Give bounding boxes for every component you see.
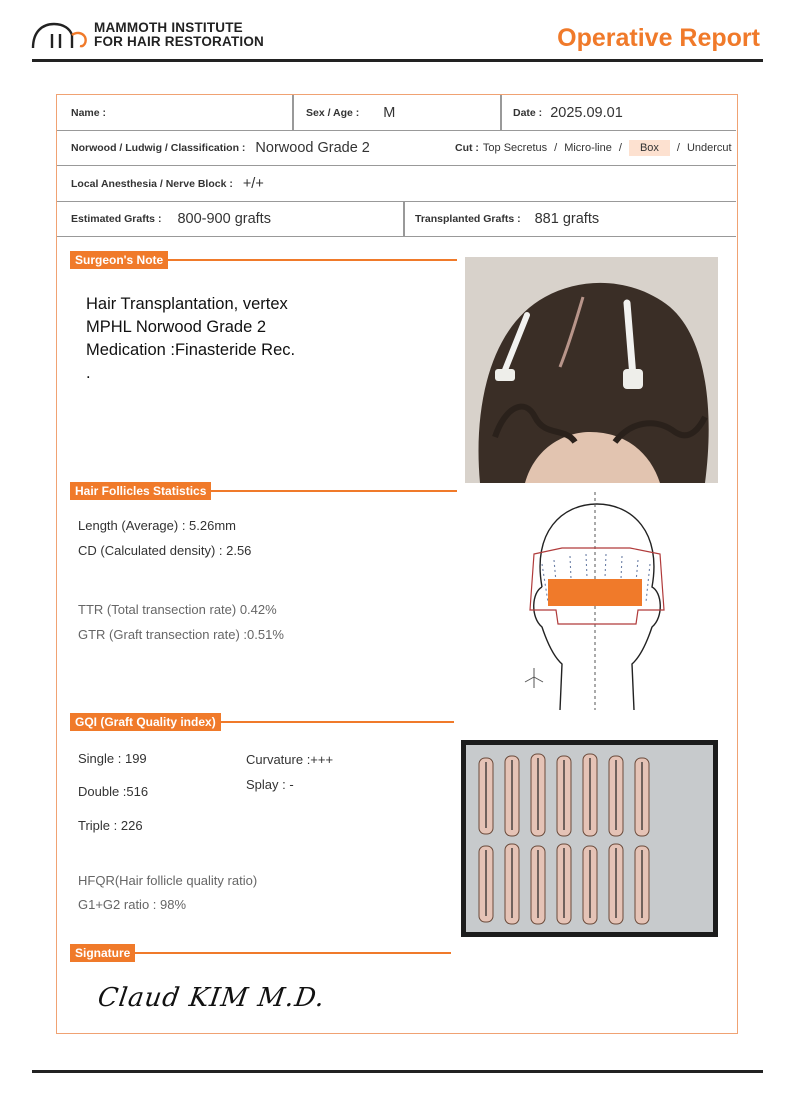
sex-age-field xyxy=(306,95,395,130)
cut-option-top-secretus: Top Secretus xyxy=(482,142,548,154)
header-divider xyxy=(32,59,763,62)
surgeons-note-heading xyxy=(70,251,457,269)
report-title: Operative Report xyxy=(557,24,760,52)
date-field xyxy=(513,95,623,130)
cut-option-micro-line: Micro-line xyxy=(564,142,612,154)
org-name-line1: MAMMOTH INSTITUTE xyxy=(94,20,243,35)
grafts-photo xyxy=(461,740,718,937)
sex-age-label: Sex / Age : xyxy=(306,106,360,119)
calculated-density: CD (Calculated density) : 2.56 xyxy=(78,543,252,558)
surgeons-note-body xyxy=(86,293,295,385)
total-transection-rate: TTR (Total transection rate) 0.42% xyxy=(78,602,277,617)
info-row-classification xyxy=(57,131,736,166)
mammoth-logo-icon xyxy=(30,20,90,50)
splay: Splay : - xyxy=(246,777,294,792)
date-value: 2025.09.01 xyxy=(550,104,623,121)
name-label: Name : xyxy=(71,106,107,119)
surgeons-note-title: Surgeon's Note xyxy=(70,251,168,269)
org-name-line2: FOR HAIR RESTORATION xyxy=(94,34,265,49)
cut-options xyxy=(483,140,732,156)
cut-option-undercut: Undercut xyxy=(686,142,732,154)
note-line: Hair Transplantation, vertex xyxy=(86,295,288,313)
follicle-stats-title: Hair Follicles Statistics xyxy=(70,482,211,500)
scalp-photo-image xyxy=(465,257,718,483)
note-line: Medication :Finasteride Rec. xyxy=(86,341,296,359)
hfqr-label: HFQR(Hair follicle quality ratio) xyxy=(78,873,258,888)
cut-option-box-selected: Box xyxy=(629,140,670,156)
signature-title: Signature xyxy=(70,944,135,962)
head-diagram-graphic xyxy=(512,492,682,714)
gqi-heading xyxy=(70,713,454,731)
scalp-photo xyxy=(465,257,718,483)
cut-separator: / xyxy=(554,142,558,154)
gqi-title: GQI (Graft Quality index) xyxy=(70,713,221,731)
info-row-grafts xyxy=(57,202,736,237)
single-grafts: Single : 199 xyxy=(78,751,147,766)
estimated-grafts-value: 800-900 grafts xyxy=(177,211,271,227)
anesthesia-field xyxy=(71,166,264,201)
transplanted-grafts-field xyxy=(415,202,599,236)
date-label: Date : xyxy=(513,106,543,119)
info-row-name xyxy=(57,95,736,131)
note-line: . xyxy=(86,364,91,382)
estimated-grafts-label: Estimated Grafts : xyxy=(71,213,162,225)
sex-age-value: M xyxy=(383,104,396,121)
cut-separator: / xyxy=(618,142,622,154)
signature-name: Claud KIM M.D. xyxy=(95,983,328,1013)
estimated-grafts-field xyxy=(71,202,271,236)
double-grafts: Double :516 xyxy=(78,784,149,799)
transplanted-grafts-label: Transplanted Grafts : xyxy=(415,213,521,225)
anesthesia-value: +/+ xyxy=(242,175,264,192)
triple-grafts: Triple : 226 xyxy=(78,818,143,833)
g1g2-ratio: G1+G2 ratio : 98% xyxy=(78,897,187,912)
head-diagram xyxy=(512,492,682,714)
footer-divider xyxy=(32,1070,763,1073)
grafts-photo-image xyxy=(461,740,718,937)
cut-field xyxy=(455,131,732,165)
institute-logo xyxy=(30,18,280,52)
classification-value: Norwood Grade 2 xyxy=(255,140,370,156)
cut-label: Cut : xyxy=(455,142,479,154)
curvature: Curvature :+++ xyxy=(246,752,334,767)
length-average: Length (Average) : 5.26mm xyxy=(78,518,237,533)
anesthesia-label: Local Anesthesia / Nerve Block : xyxy=(71,177,233,190)
signature-heading xyxy=(70,944,451,962)
classification-label: Norwood / Ludwig / Classification : xyxy=(71,142,246,154)
cut-separator: / xyxy=(676,142,680,154)
graft-transection-rate: GTR (Graft transection rate) :0.51% xyxy=(78,627,284,642)
name-field xyxy=(71,95,116,130)
classification-field xyxy=(71,131,370,165)
transplanted-grafts-value: 881 grafts xyxy=(534,211,600,227)
note-line: MPHL Norwood Grade 2 xyxy=(86,318,267,336)
info-row-anesthesia xyxy=(57,166,736,202)
follicle-stats-heading xyxy=(70,482,457,500)
